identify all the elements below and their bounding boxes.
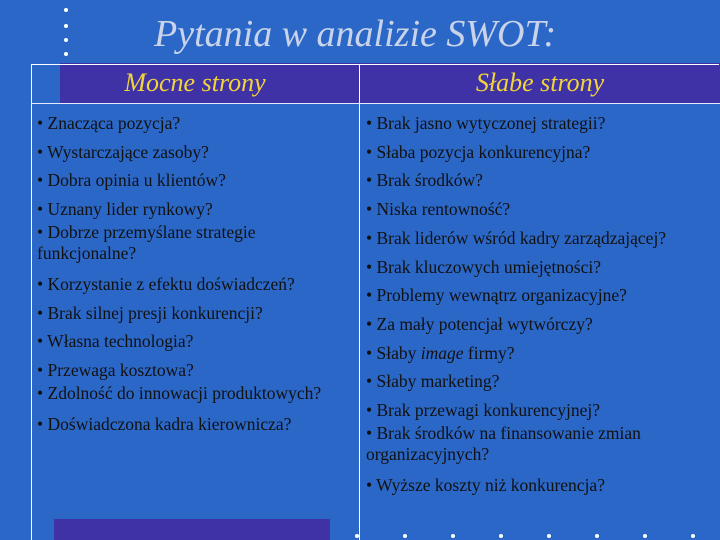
list-item: • Brak środków? (366, 170, 483, 191)
list-item-text: • Zdolność do innowacji produktowych? (37, 382, 322, 403)
list-item: • Własna technologia? (37, 331, 194, 352)
list-item: • Słaby image firmy? (366, 342, 515, 363)
dot-icon (64, 38, 68, 42)
list-item: • Za mały potencjał wytwórczy? (366, 313, 593, 334)
list-item: • Problemy wewnątrz organizacyjne? (366, 285, 627, 306)
list-item: • Znacząca pozycja? (37, 113, 181, 133)
dot-icon (64, 52, 68, 56)
dot-icon (403, 534, 407, 538)
list-item: • Wyższe koszty niż konkurencja? (366, 474, 605, 495)
dot-icon (691, 534, 695, 538)
list-item: • Brak jasno wytyczonej strategii? (366, 113, 606, 133)
list-item: • Brak kluczowych umiejętności? (366, 256, 602, 277)
dot-icon (595, 534, 599, 538)
list-item-text: • Dobrze przemyślane strategie funkcjonalne? (37, 221, 256, 263)
dot-icon (64, 24, 68, 28)
list-item: • Brak silnej presji konkurencji? (37, 302, 263, 323)
dot-icon (643, 534, 647, 538)
heading-weaknesses: Słabe strony (475, 68, 605, 97)
list-item: • Dobra opinia u klientów? (37, 170, 226, 191)
list-item: • Niska rentowność? (366, 199, 511, 220)
list-item: • Słaby marketing? (366, 371, 500, 392)
slide-title: Pytania w analizie SWOT: (154, 13, 557, 55)
header-divider (31, 103, 720, 104)
bottom-bar (54, 519, 330, 540)
list-item-text: • Brak środków na finansowanie zmian organizacyjnych? (366, 422, 641, 464)
list-item: • Brak liderów wśród kadry zarządzającej? (366, 227, 667, 248)
column-divider (359, 64, 360, 540)
dot-icon (547, 534, 551, 538)
list-item: • Brak przewagi konkurencyjnej? (366, 400, 601, 421)
list-item: • Wystarczające zasoby? (37, 141, 209, 162)
strengths-list (37, 109, 357, 438)
list-item: • Korzystanie z efektu doświadczeń? (37, 273, 295, 294)
dot-icon (355, 534, 359, 538)
list-item (366, 423, 718, 465)
dot-icon (64, 8, 68, 12)
list-item: • Doświadczona kadra kierownicza? (37, 413, 292, 434)
weaknesses-list (366, 109, 718, 499)
list-item: • Słaba pozycja konkurencyjna? (366, 141, 591, 162)
decorative-dots-bottom (355, 532, 720, 540)
heading-strengths: Mocne strony (124, 68, 266, 97)
list-item (37, 383, 357, 404)
list-item: • Uznany lider rynkowy? (37, 199, 213, 220)
decorative-dots (63, 8, 69, 58)
dot-icon (499, 534, 503, 538)
list-item: • Przewaga kosztowa? (37, 359, 194, 380)
list-item (37, 222, 357, 264)
dot-icon (451, 534, 455, 538)
